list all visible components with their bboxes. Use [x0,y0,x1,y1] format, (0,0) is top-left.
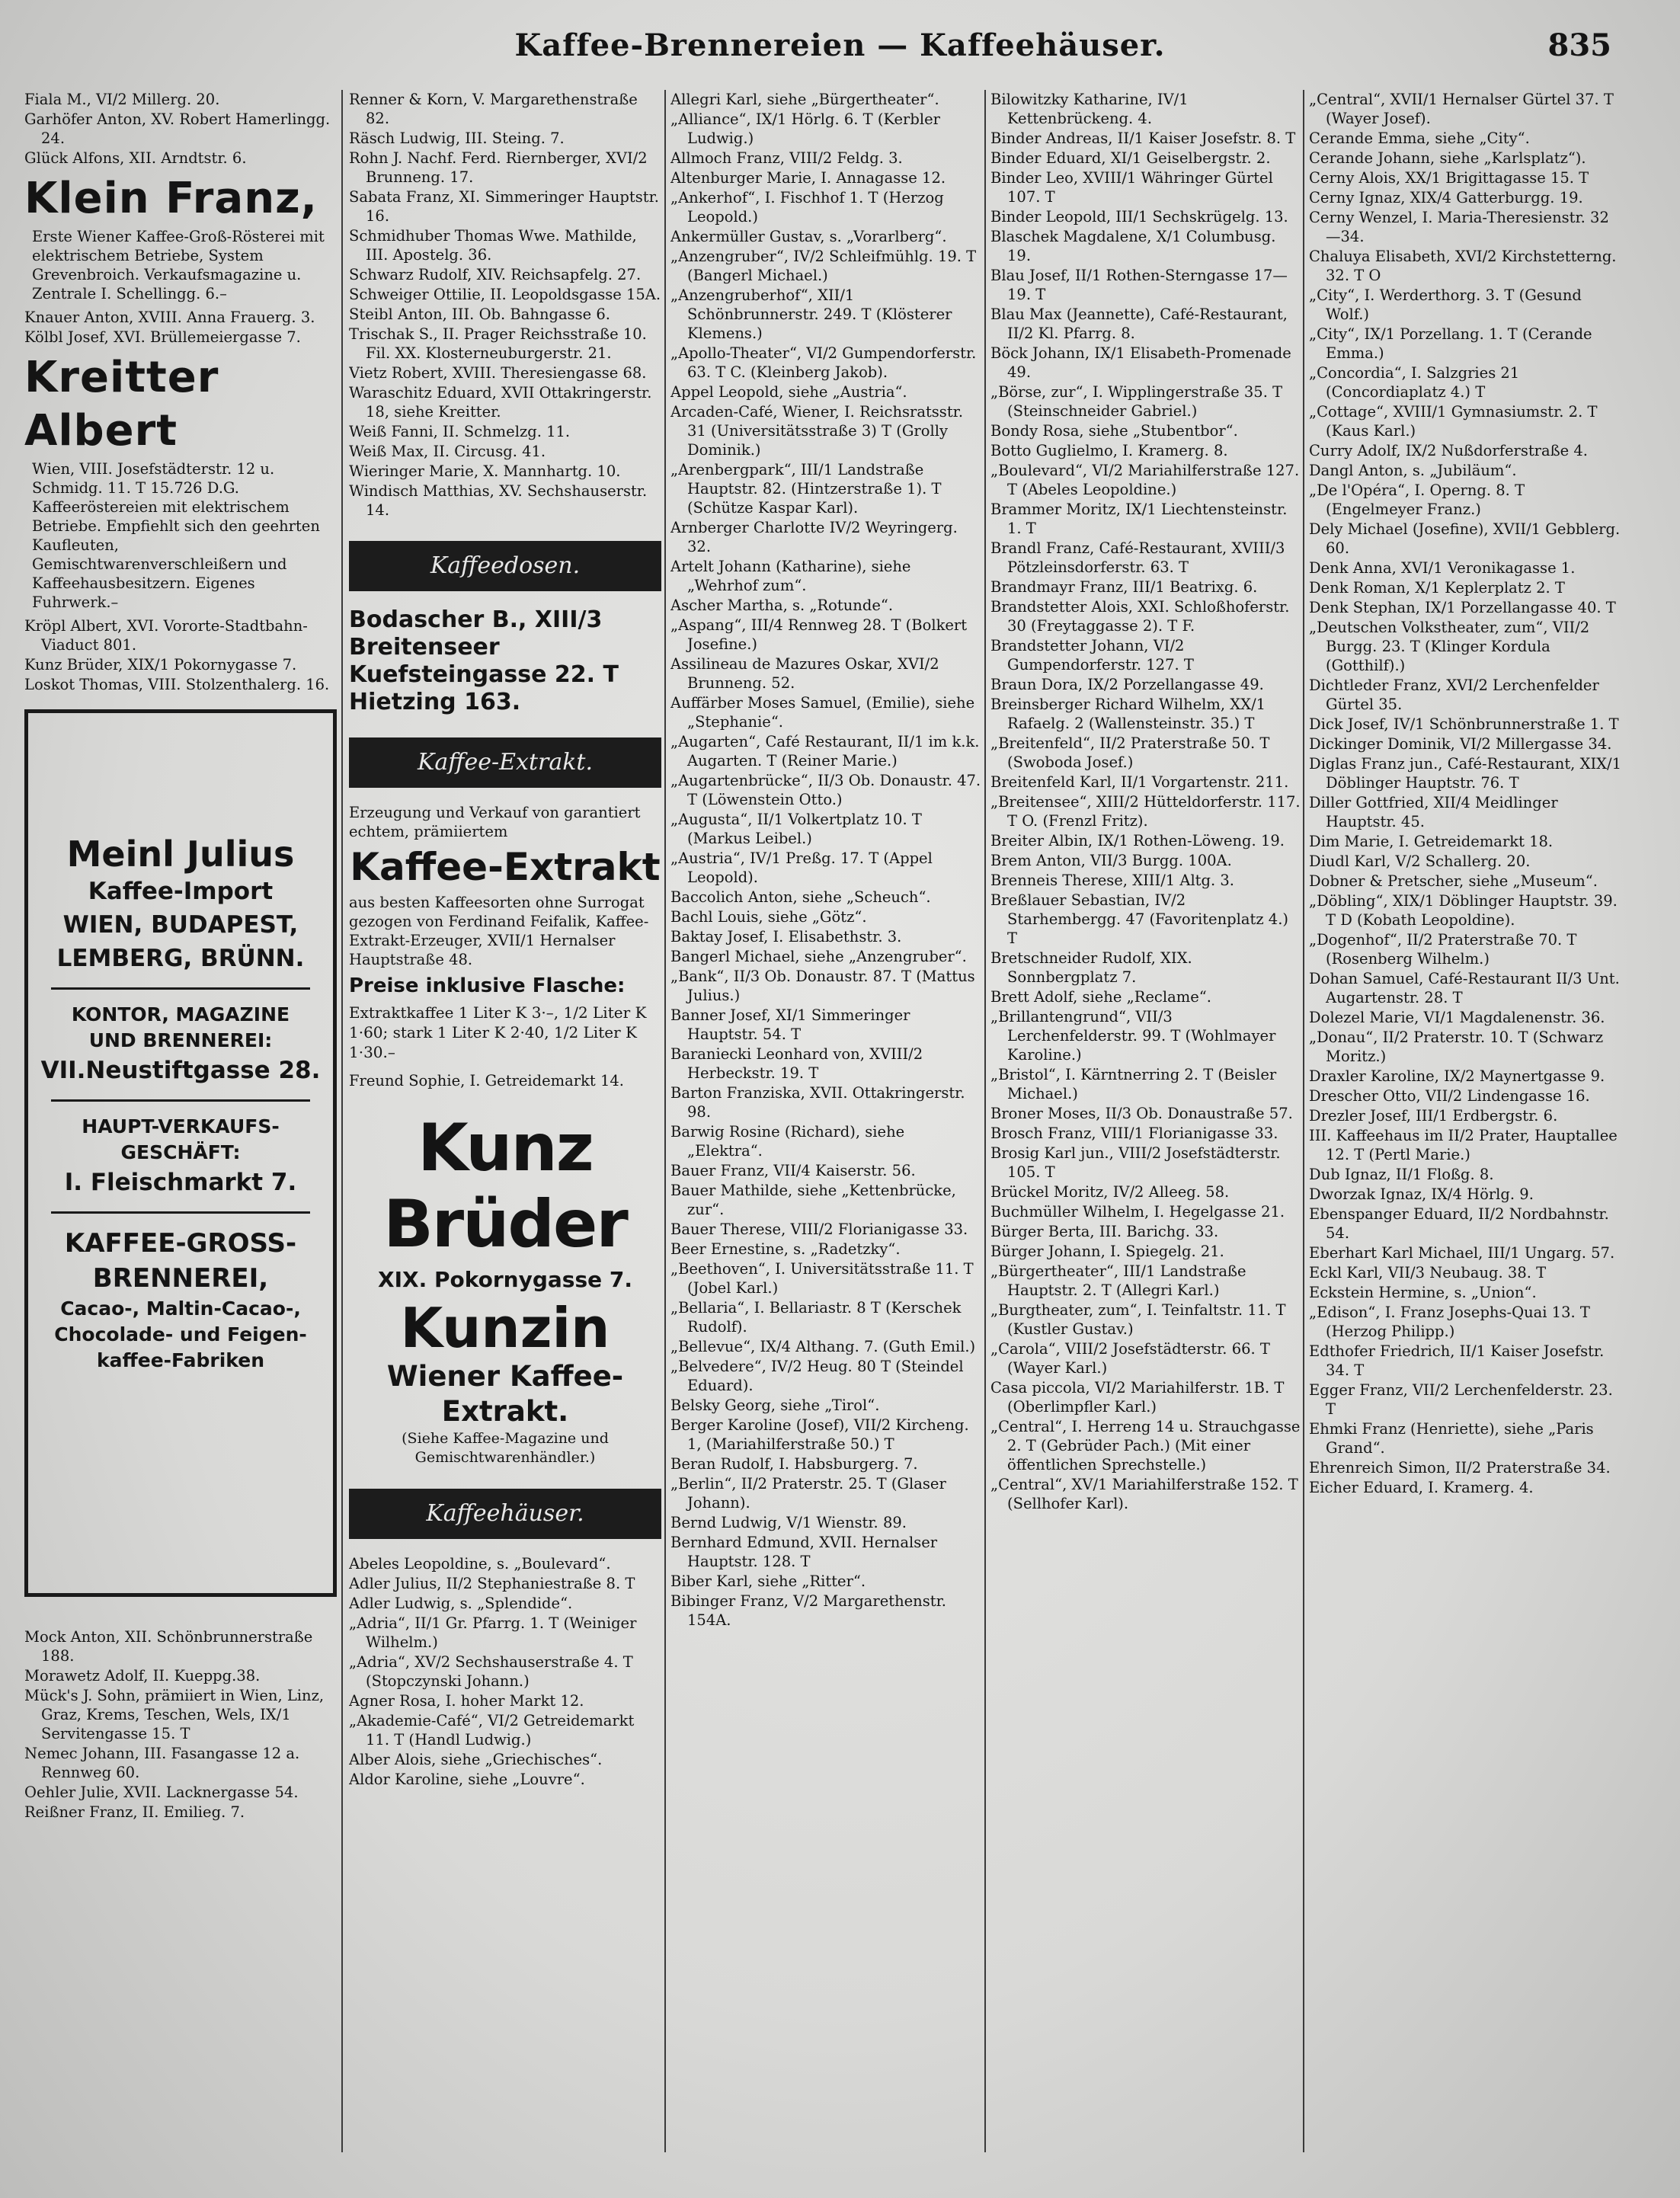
bodascher-entry: Bodascher B., XIII/3 Breitenseer Kuefsteingasse 22. T Hietzing 163. [349,606,619,715]
directory-entry: Bürger Johann, I. Spiegelg. 21. [990,1243,1224,1260]
directory-entry: „City“, IX/1 Porzellang. 1. T (Cerande Emma.) [1309,325,1592,362]
directory-entry: Brandmayr Franz, III/1 Beatrixg. 6. [990,578,1258,596]
directory-entry: „Alliance“, IX/1 Hörlg. 6. T (Kerbler Ludwig.) [670,110,940,147]
directory-entry: Brandstetter Johann, VI/2 Gumpendorferstr. 127. T [990,637,1194,673]
directory-entry: Eckstein Hermine, s. „Union“. [1309,1284,1537,1301]
directory-entry: Cerny Alois, XX/1 Brigittagasse 15. T [1309,169,1589,187]
ad-line: kaffee-Fabriken [96,1349,265,1371]
entry-list [24,1627,337,1822]
directory-entry: „Belvedere“, IV/2 Heug. 80 T (Steindel Eduard). [670,1358,964,1394]
directory-entry: „Berlin“, II/2 Praterstr. 25. T (Glaser Johann). [670,1475,946,1512]
section-heading-kaffee-extrakt: Kaffee-Extrakt. [349,737,661,788]
page-number: 835 [1547,27,1611,63]
directory-entry: Rohn J. Nachf. Ferd. Riernberger, XVI/2 Brunneng. 17. [349,149,648,186]
directory-entry: Dobner & Pretscher, siehe „Museum“. [1309,872,1598,890]
directory-entry: Loskot Thomas, VIII. Stolzenthalerg. 16. [24,676,330,693]
directory-entry: „Breitenfeld“, II/2 Praterstraße 50. T (Swoboda Josef.) [990,734,1270,771]
directory-entry: Dohan Samuel, Café-Restaurant II/3 Unt. Augartenstr. 28. T [1309,970,1620,1006]
directory-entry: Schwarz Rudolf, XIV. Reichsapfelg. 27. [349,266,642,283]
directory-entry: Mock Anton, XII. Schönbrunnerstraße 188. [24,1628,313,1665]
directory-entry: Binder Leo, XVIII/1 Währinger Gürtel 107. T [990,169,1273,206]
directory-entry: „Augarten“, Café Restaurant, II/1 im k.k. Augarten. T (Reiner Marie.) [670,733,980,769]
directory-entry: Allmoch Franz, VIII/2 Feldg. 3. [670,149,903,167]
directory-entry: Ascher Martha, s. „Rotunde“. [670,597,894,614]
directory-entry: Botto Guglielmo, I. Kramerg. 8. [990,442,1228,459]
directory-entry: „Börse, zur“, I. Wipplingerstraße 35. T (Steinschneider Gabriel.) [990,383,1283,420]
directory-entry: Cerande Johann, siehe „Karlsplatz“). [1309,149,1586,167]
directory-entry: Agner Rosa, I. hoher Markt 12. [349,1692,584,1710]
directory-entry: Assilineau de Mazures Oskar, XVI/2 Brunneng. 52. [670,655,939,692]
directory-entry: „Dogenhof“, II/2 Praterstraße 70. T (Rosenberg Wilhelm.) [1309,931,1577,968]
ad-separator [51,987,310,990]
directory-entry: Ankermüller Gustav, s. „Vorarlberg“. [670,228,947,245]
directory-entry: Beer Ernestine, s. „Radetzky“. [670,1240,901,1258]
directory-entry: „De l'Opéra“, I. Operng. 8. T (Engelmeyer Franz.) [1309,482,1525,518]
ad-line: GESCHÄFT: [120,1141,241,1163]
directory-entry: Drescher Otto, VII/2 Lindengasse 16. [1309,1087,1590,1105]
directory-entry: „Bellaria“, I. Bellariastr. 8 T (Kerschek Rudolf). [670,1299,962,1336]
directory-entry: „Beethoven“, I. Universitätsstraße 11. T (Jobel Karl.) [670,1260,974,1297]
directory-entry: Knauer Anton, XVIII. Anna Frauerg. 3. [24,309,315,326]
directory-entry: Binder Leopold, III/1 Sechskrügelg. 13. [990,208,1288,226]
ad-line: Kaffee-Import [88,878,274,905]
directory-entry: Belsky Georg, siehe „Tirol“. [670,1397,880,1414]
ad-address: I. Fleischmarkt 7. [64,1169,297,1196]
directory-entry: Barwig Rosine (Richard), siehe „Elektra“. [670,1123,905,1160]
directory-entry: Bangerl Michael, siehe „Anzengruber“. [670,948,967,965]
kreitter-albert-name: Kreitter Albert [24,353,219,456]
directory-entry: Casa piccola, VI/2 Mariahilferstr. 1B. T (Oberlimpfler Karl.) [990,1379,1285,1416]
directory-entry: III. Kaffeehaus im II/2 Prater, Hauptallee 12. T (Pertl Marie.) [1309,1127,1618,1163]
directory-entry: Glück Alfons, XII. Arndtstr. 6. [24,149,247,167]
extrakt-heading: Kaffee-Extrakt [350,845,661,889]
directory-entry: Auffärber Moses Samuel, (Emilie), siehe „Stephanie“. [670,694,975,731]
directory-entry: Alber Alois, siehe „Griechisches“. [349,1751,603,1768]
directory-entry: Dick Josef, IV/1 Schönbrunnerstraße 1. T [1309,715,1619,733]
klein-franz-text: Erste Wiener Kaffee-Groß-Rösterei mit elektrischem Betriebe, System Grevenbroich. Verkaufsmagazine u. Zentrale I. Schellingg. 6.– [32,228,325,302]
directory-entry: „Ankerhof“, I. Fischhof 1. T (Herzog Leopold.) [670,189,944,226]
directory-entry: Adler Julius, II/2 Stephaniestraße 8. T [349,1575,635,1592]
directory-entry: Diller Gottfried, XII/4 Meidlinger Hauptstr. 45. [1309,794,1558,830]
directory-entry: Vietz Robert, XVIII. Theresiengasse 68. [349,364,647,382]
ad-line: KONTOR, MAGAZINE [71,1003,290,1025]
directory-entry: Morawetz Adolf, II. Kueppg.38. [24,1667,261,1684]
ad-line: WIEN, BUDAPEST, [62,911,299,939]
extrakt-intro: Erzeugung und Verkauf von garantiert echtem, prämiiertem [349,804,641,840]
entry-list [990,90,1303,1513]
column-2 [349,90,661,2168]
kunzin-note: (Siehe Kaffee-Magazine und Gemischtwarenhändler.) [402,1430,609,1466]
directory-entry: Brett Adolf, siehe „Reclame“. [990,988,1211,1006]
directory-entry: „Breitensee“, XIII/2 Hütteldorferstr. 117. T O. (Frenzl Fritz). [990,793,1301,830]
directory-entry: „Edison“, I. Franz Josephs-Quai 13. T (Herzog Philipp.) [1309,1304,1590,1340]
directory-entry: Cerande Emma, siehe „City“. [1309,130,1530,147]
directory-entry: Cerny Ignaz, XIX/4 Gatterburgg. 19. [1309,189,1583,206]
directory-entry: „Adria“, XV/2 Sechshauserstraße 4. T (Stopczynski Johann.) [349,1653,633,1690]
directory-entry: Dolezel Marie, VI/1 Magdalenenstr. 36. [1309,1009,1605,1026]
directory-entry: Wieringer Marie, X. Mannhartg. 10. [349,462,621,480]
klein-franz-name: Klein Franz, [24,174,318,223]
directory-entry: Eberhart Karl Michael, III/1 Ungarg. 57. [1309,1244,1615,1262]
directory-entry: Renner & Korn, V. Margarethenstraße 82. [349,91,638,127]
directory-entry: Bernhard Edmund, XVII. Hernalser Hauptstr. 128. T [670,1534,938,1570]
directory-entry: „Central“, XV/1 Mariahilferstraße 152. T (Sellhofer Karl). [990,1476,1298,1512]
directory-entry: Denk Stephan, IX/1 Porzellangasse 40. T [1309,599,1616,616]
directory-entry: Waraschitz Eduard, XVII Ottakringerstr. 18, siehe Kreitter. [349,384,652,421]
directory-entry: Brandstetter Alois, XXI. Schloßhoferstr. 30 (Freytaggasse 2). T F. [990,598,1290,635]
directory-entry: Drezler Josef, III/1 Erdbergstr. 6. [1309,1107,1558,1125]
ad-line: KAFFEE-GROSS- [64,1228,297,1259]
directory-entry: Braun Dora, IX/2 Porzellangasse 49. [990,676,1264,693]
directory-entry: Räsch Ludwig, III. Steing. 7. [349,130,565,147]
directory-entry: Blau Josef, II/1 Rothen-Sterngasse 17—19. T [990,267,1288,303]
column-3 [670,90,983,2168]
directory-entry: „Deutschen Volkstheater, zum“, VII/2 Burgg. 23. T (Klinger Kordula (Gotthilf).) [1309,619,1590,674]
directory-entry: Oehler Julie, XVII. Lacknergasse 54. [24,1784,299,1801]
directory-entry: Arcaden-Café, Wiener, I. Reichsratsstr. 31 (Universitätsstraße 3) T (Grolly Dominik.) [670,403,964,459]
ad-title: Meinl Julius [66,833,295,875]
directory-entry: Artelt Johann (Katharine), siehe „Wehrhof zum“. [670,558,911,594]
directory-entry: Brückel Moritz, IV/2 Alleeg. 58. [990,1183,1230,1201]
directory-entry: Broner Moses, II/3 Ob. Donaustraße 57. [990,1105,1293,1122]
directory-entry: Eicher Eduard, I. Kramerg. 4. [1309,1479,1534,1496]
directory-entry: „Bank“, II/3 Ob. Donaustr. 87. T (Mattus Julius.) [670,968,975,1004]
directory-entry: „Concordia“, I. Salzgries 21 (Concordiaplatz 4.) T [1309,364,1520,401]
directory-entry: Kröpl Albert, XVI. Vororte-Stadtbahn-Viaduct 801. [24,617,308,654]
directory-entry: Fiala M., VI/2 Millerg. 20. [24,91,220,108]
column-5 [1309,90,1621,2168]
directory-entry: Bürger Berta, III. Barichg. 33. [990,1223,1219,1240]
ad-separator [51,1211,310,1214]
entry-list [349,1554,661,1789]
column-divider [341,90,343,2152]
directory-entry: Bondy Rosa, siehe „Stubentbor“. [990,422,1238,440]
entry-list [1309,90,1621,1497]
directory-entry: Egger Franz, VII/2 Lerchenfelderstr. 23. T [1309,1381,1613,1418]
directory-entry: „Aspang“, III/4 Rennweg 28. T (Bolkert Josefine.) [670,616,968,653]
directory-entry: Beran Rudolf, I. Habsburgerg. 7. [670,1455,918,1473]
directory-entry: Bretschneider Rudolf, XIX. Sonnbergplatz 7. [990,949,1192,986]
directory-entry: Bilowitzky Katharine, IV/1 Kettenbrückeng. 4. [990,91,1189,127]
directory-entry: Diudl Karl, V/2 Schallerg. 20. [1309,853,1531,870]
directory-entry: Barton Franziska, XVII. Ottakringerstr. 98. [670,1084,965,1121]
directory-entry: Denk Roman, X/1 Keplerplatz 2. T [1309,579,1565,597]
entry-list [24,308,337,347]
directory-entry: Breßlauer Sebastian, IV/2 Starhembergg. 47 (Favoritenplatz 4.) T [990,891,1289,947]
directory-entry: „Augusta“, II/1 Volkertplatz 10. T (Markus Leibel.) [670,811,922,847]
price-body: Extraktkaffee 1 Liter K 3·–, 1/2 Liter K 1·60; stark 1 Liter K 2·40, 1/2 Liter K 1·30.– [349,1003,647,1061]
directory-entry: „Apollo-Theater“, VI/2 Gumpendorferstr. 63. T C. (Kleinberg Jakob). [670,344,977,381]
directory-entry: Bauer Therese, VIII/2 Florianigasse 33. [670,1221,968,1238]
directory-entry: Ehmki Franz (Henriette), siehe „Paris Grand“. [1309,1420,1594,1457]
directory-entry: Blaschek Magdalene, X/1 Columbusg. 19. [990,228,1276,264]
directory-entry: Dichtleder Franz, XVI/2 Lerchenfelder Gürtel 35. [1309,677,1599,713]
ad-line: LEMBERG, BRÜNN. [56,945,305,972]
directory-entry: Baraniecki Leonhard von, XVIII/2 Herbeckstr. 19. T [670,1045,923,1082]
directory-entry: Dworzak Ignaz, IX/4 Hörlg. 9. [1309,1185,1534,1203]
directory-entry: „Döbling“, XIX/1 Döblinger Hauptstr. 39. T D (Kobath Leopoldine). [1309,892,1618,929]
directory-entry: „Austria“, IV/1 Preßg. 17. T (Appel Leopold). [670,849,933,886]
directory-entry: Weiß Fanni, II. Schmelzg. 11. [349,423,571,440]
entry-list [670,90,983,1630]
directory-entry: Ebenspanger Eduard, II/2 Nordbahnstr. 54. [1309,1205,1609,1242]
directory-entry: Banner Josef, XI/1 Simmeringer Hauptstr. 54. T [670,1006,910,1043]
directory-entry: Garhöfer Anton, XV. Robert Hamerlingg. 24. [24,110,331,147]
directory-entry: Dickinger Dominik, VI/2 Millergasse 34. [1309,735,1612,753]
freund-entry: Freund Sophie, I. Getreidemarkt 14. [349,1072,624,1089]
directory-entry: „Burgtheater, zum“, I. Teinfaltstr. 11. T (Kustler Gustav.) [990,1301,1286,1338]
directory-entry: Biber Karl, siehe „Ritter“. [670,1573,866,1590]
directory-entry: Bauer Franz, VII/4 Kaiserstr. 56. [670,1162,916,1179]
meinl-advertisement [24,709,337,1597]
directory-entry: Baccolich Anton, siehe „Scheuch“. [670,888,931,906]
kreitter-albert-text: Wien, VIII. Josefstädterstr. 12 u. Schmidg. 11. T 15.726 D.G. Kaffeeröstereien mit elektrischem Betriebe. Empfiehlt sich den geehrten Kaufleuten, Gemischtwarenverschleißern und Kaffeehausbesitzern. Eigenes Fuhrwerk.– [32,460,320,611]
directory-entry: „Central“, I. Herreng 14 u. Strauchgasse 2. T (Gebrüder Pach.) (Mit einer öffentlichen Sprechstelle.) [990,1418,1301,1473]
directory-entry: Trischak S., II. Prager Reichsstraße 10. Fil. XX. Klosterneuburgerstr. 21. [349,325,647,362]
section-heading-kaffeedosen: Kaffeedosen. [349,541,661,591]
kunzin-subtitle: Wiener Kaffee-Extrakt. [386,1360,624,1428]
ad-address: VII.Neustiftgasse 28. [40,1057,321,1084]
entry-list [24,616,337,694]
directory-entry: Bachl Louis, siehe „Götz“. [670,908,867,926]
directory-entry: „Bristol“, I. Kärntnerring 2. T (Beisler Michael.) [990,1066,1277,1102]
column-1 [24,90,337,2168]
directory-entry: Bauer Mathilde, siehe „Kettenbrücke, zur“. [670,1182,956,1218]
kunzin-brand: Kunzin [400,1296,610,1360]
ad-line: Chocolade- und Feigen- [54,1323,307,1345]
ad-line: BRENNEREI, [92,1263,269,1294]
page-title: Kaffee-Brennereien — Kaffeehäuser. [514,27,1166,63]
directory-entry: „Anzengruber“, IV/2 Schleifmühlg. 19. T (Bangerl Michael.) [670,248,977,284]
directory-entry: Brammer Moritz, IX/1 Liechtensteinstr. 1. T [990,501,1288,537]
column-divider [664,90,666,2152]
directory-entry: „Anzengruberhof“, XII/1 Schönbrunnerstr. 249. T (Klösterer Klemens.) [670,286,952,342]
column-divider [1303,90,1304,2152]
directory-entry: „Central“, XVII/1 Hernalser Gürtel 37. T (Wayer Josef). [1309,91,1614,127]
directory-entry: „Brillantengrund“, VII/3 Lerchenfelderstr. 99. T (Wohlmayer Karoline.) [990,1008,1276,1064]
directory-entry: Kölbl Josef, XVI. Brüllemeiergasse 7. [24,328,301,346]
extrakt-body: aus besten Kaffeesorten ohne Surrogat gezogen von Ferdinand Feifalik, Kaffee-Extrakt-Erzeuger, XVII/1 Hernalser Hauptstraße 48. [349,894,649,968]
entry-list [349,90,661,520]
directory-entry: Ehrenreich Simon, II/2 Praterstraße 34. [1309,1459,1611,1477]
directory-entry: „Akademie-Café“, VI/2 Getreidemarkt 11. T (Handl Ludwig.) [349,1712,635,1748]
directory-entry: Böck Johann, IX/1 Elisabeth-Promenade 49. [990,344,1291,381]
directory-entry: Breiter Albin, IX/1 Rothen-Löweng. 19. [990,832,1285,849]
directory-entry: Arnberger Charlotte IV/2 Weyringerg. 32. [670,519,958,555]
directory-entry: Brem Anton, VII/3 Burgg. 100A. [990,852,1232,869]
directory-entry: Edthofer Friedrich, II/1 Kaiser Josefstr. 34. T [1309,1342,1605,1379]
directory-entry: „Bellevue“, IX/4 Althang. 7. (Guth Emil.) [670,1338,976,1355]
directory-entry: Binder Andreas, II/1 Kaiser Josefstr. 8. T [990,130,1296,147]
directory-entry: Schweiger Ottilie, II. Leopoldsgasse 15A. [349,286,661,303]
directory-entry: Weiß Max, II. Circusg. 41. [349,443,546,460]
directory-entry: Kunz Brüder, XIX/1 Pokornygasse 7. [24,656,297,673]
directory-entry: Buchmüller Wilhelm, I. Hegelgasse 21. [990,1203,1285,1221]
directory-entry: Curry Adolf, IX/2 Nußdorferstraße 4. [1309,442,1588,459]
directory-entry: Dub Ignaz, II/1 Floßg. 8. [1309,1166,1494,1183]
directory-entry: Allegri Karl, siehe „Bürgertheater“. [670,91,939,108]
directory-entry: Reißner Franz, II. Emilieg. 7. [24,1803,245,1821]
directory-entry: Draxler Karoline, IX/2 Maynertgasse 9. [1309,1067,1605,1085]
directory-entry: Blau Max (Jeannette), Café-Restaurant, II/2 Kl. Pfarrg. 8. [990,306,1288,342]
directory-entry: Breinsberger Richard Wilhelm, XX/1 Rafaelg. 2 (Wallensteinstr. 35.) T [990,696,1266,732]
directory-entry: Appel Leopold, siehe „Austria“. [670,383,907,401]
directory-entry: Altenburger Marie, I. Annagasse 12. [670,169,946,187]
directory-entry: Dangl Anton, s. „Jubiläum“. [1309,462,1517,479]
section-heading-kaffeehaeuser: Kaffeehäuser. [349,1489,661,1539]
directory-entry: „Arenbergpark“, III/1 Landstraße Hauptstr. 82. (Hintzerstraße 1). T (Schütze Kaspar Karl). [670,461,942,517]
directory-entry: „Augartenbrücke“, II/3 Ob. Donaustr. 47. T (Löwenstein Otto.) [670,772,981,808]
directory-entry: Schmidhuber Thomas Wwe. Mathilde, III. Apostelg. 36. [349,227,637,264]
directory-entry: Brandl Franz, Café-Restaurant, XVIII/3 Pötzleinsdorferstr. 63. T [990,539,1285,576]
directory-entry: Adler Ludwig, s. „Splendide“. [349,1595,573,1612]
ad-line: UND BRENNEREI: [88,1029,273,1051]
directory-entry: „Donau“, II/2 Praterstr. 10. T (Schwarz Moritz.) [1309,1029,1604,1065]
directory-entry: Brosig Karl jun., VIII/2 Josefstädterstr. 105. T [990,1144,1281,1181]
directory-entry: Chaluya Elisabeth, XVI/2 Kirchstetterng. 32. T O [1309,248,1617,284]
directory-entry: Denk Anna, XVI/1 Veronikagasse 1. [1309,559,1576,577]
directory-entry: Binder Eduard, XI/1 Geiselbergstr. 2. [990,149,1271,167]
column-divider [984,90,986,2152]
directory-entry: Eckl Karl, VII/3 Neubaug. 38. T [1309,1264,1547,1281]
directory-entry: Brosch Franz, VIII/1 Florianigasse 33. [990,1125,1278,1142]
ad-line: HAUPT-VERKAUFS- [82,1115,280,1137]
directory-entry: Brenneis Therese, XIII/1 Altg. 3. [990,872,1235,889]
directory-entry: Dim Marie, I. Getreidemarkt 18. [1309,833,1554,850]
price-heading: Preise inklusive Flasche: [349,974,626,997]
page-header [0,27,1680,73]
directory-entry: Bernd Ludwig, V/1 Wienstr. 89. [670,1514,907,1531]
directory-entry: Breitenfeld Karl, II/1 Vorgartenstr. 211. [990,773,1289,791]
directory-entry: „Carola“, VIII/2 Josefstädterstr. 66. T (Wayer Karl.) [990,1340,1270,1377]
directory-entry: Windisch Matthias, XV. Sechshauserstr. 14. [349,482,648,519]
directory-entry: Abeles Leopoldine, s. „Boulevard“. [349,1555,611,1573]
kunz-promo-address: XIX. Pokornygasse 7. [378,1267,632,1292]
directory-entry: „City“, I. Werderthorg. 3. T (Gesund Wolf.) [1309,286,1582,323]
directory-entry: Dely Michael (Josefine), XVII/1 Gebblerg. 60. [1309,520,1621,557]
entry-list [24,90,337,168]
ad-separator [51,1099,310,1102]
directory-entry: „Cottage“, XVIII/1 Gymnasiumstr. 2. T (Kaus Karl.) [1309,403,1598,440]
directory-entry: Berger Karoline (Josef), VII/2 Kircheng. 1, (Mariahilferstraße 50.) T [670,1416,969,1453]
ad-line: Cacao-, Maltin-Cacao-, [60,1297,301,1320]
directory-entry: Mück's J. Sohn, prämiiert in Wien, Linz, Graz, Krems, Teschen, Wels, IX/1 Servitengasse 15. T [24,1687,325,1742]
directory-entry: Cerny Wenzel, I. Maria-Theresienstr. 32—34. [1309,209,1609,245]
directory-entry: Aldor Karoline, siehe „Louvre“. [349,1771,585,1788]
directory-entry: Diglas Franz jun., Café-Restaurant, XIX/1 Döblinger Hauptstr. 76. T [1309,755,1621,792]
directory-entry: Nemec Johann, III. Fasangasse 12 a. Rennweg 60. [24,1745,300,1781]
kunz-promo-title: Kunz Brüder [383,1110,627,1262]
directory-entry: Steibl Anton, III. Ob. Bahngasse 6. [349,306,610,323]
directory-entry: „Bürgertheater“, III/1 Landstraße Hauptstr. 2. T (Allegri Karl.) [990,1262,1246,1299]
directory-entry: Bibinger Franz, V/2 Margarethenstr. 154A. [670,1592,946,1629]
directory-entry: „Adria“, II/1 Gr. Pfarrg. 1. T (Weiniger Wilhelm.) [349,1614,637,1651]
directory-entry: Sabata Franz, XI. Simmeringer Hauptstr. 16. [349,188,659,225]
directory-entry: Baktay Josef, I. Elisabethstr. 3. [670,928,902,945]
column-4 [990,90,1303,2168]
directory-entry: „Boulevard“, VI/2 Mariahilferstraße 127. T (Abeles Leopoldine.) [990,462,1300,498]
